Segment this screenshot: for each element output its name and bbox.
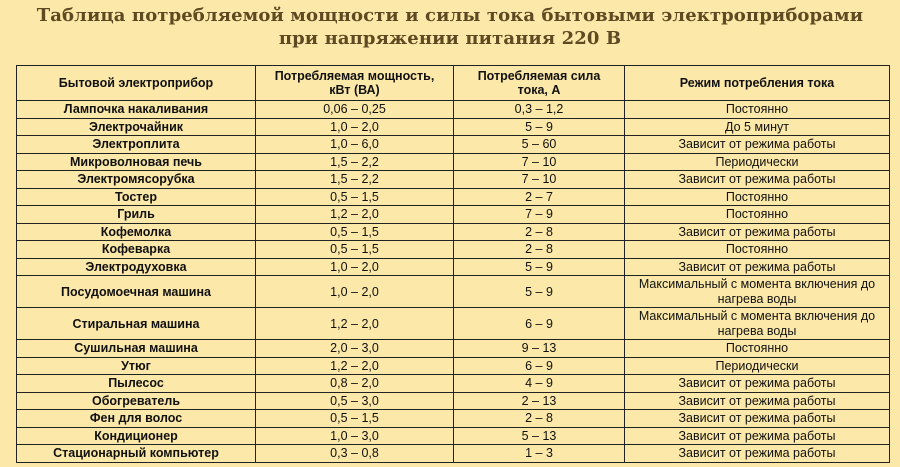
table-body: [17, 101, 890, 463]
cell-device: Микроволновая печь: [17, 153, 256, 171]
cell-current: 9 – 13: [454, 340, 625, 358]
cell-current: 7 – 10: [454, 171, 625, 189]
cell-mode: Зависит от режима работы: [625, 427, 890, 445]
cell-current: 6 – 9: [454, 308, 625, 340]
table-row: [17, 340, 890, 358]
cell-power: 1,5 – 2,2: [256, 171, 454, 189]
cell-device: Электрочайник: [17, 118, 256, 136]
cell-mode: Постоянно: [625, 340, 890, 358]
title-line-2: при напряжении питания 220 В: [278, 28, 622, 49]
cell-power: 1,2 – 2,0: [256, 357, 454, 375]
page-title: [0, 4, 900, 50]
cell-power: 0,5 – 1,5: [256, 410, 454, 428]
table-row: [17, 392, 890, 410]
table-header-row: [17, 66, 890, 101]
cell-mode: Зависит от режима работы: [625, 171, 890, 189]
title-line-1: Таблица потребляемой мощности и силы тока бытовыми электроприборами: [36, 5, 864, 26]
cell-power: 1,0 – 6,0: [256, 136, 454, 154]
header-power-line-1: Потребляемая мощность,: [274, 69, 435, 83]
table-row: [17, 136, 890, 154]
cell-current: 5 – 9: [454, 258, 625, 276]
table-row: [17, 118, 890, 136]
cell-mode: Постоянно: [625, 101, 890, 119]
cell-power: 1,2 – 2,0: [256, 206, 454, 224]
cell-device: Кофеварка: [17, 241, 256, 259]
cell-mode: Постоянно: [625, 188, 890, 206]
power-current-table: [16, 65, 890, 463]
cell-power: 1,2 – 2,0: [256, 308, 454, 340]
table-row: [17, 241, 890, 259]
cell-mode: Зависит от режима работы: [625, 375, 890, 393]
cell-current: 5 – 9: [454, 276, 625, 308]
header-current: [454, 66, 625, 101]
table-row: [17, 357, 890, 375]
cell-mode: Максимальный с момента включения до нагрева воды: [625, 308, 890, 340]
table-row: [17, 276, 890, 308]
cell-power: 0,5 – 3,0: [256, 392, 454, 410]
cell-device: Электромясорубка: [17, 171, 256, 189]
header-current-line-1: Потребляемая сила: [477, 69, 601, 83]
table-row: [17, 153, 890, 171]
table-row: [17, 101, 890, 119]
cell-device: Лампочка накаливания: [17, 101, 256, 119]
table-row: [17, 206, 890, 224]
cell-mode: Зависит от режима работы: [625, 258, 890, 276]
cell-current: 2 – 8: [454, 241, 625, 259]
cell-device: Тостер: [17, 188, 256, 206]
cell-device: Пылесос: [17, 375, 256, 393]
cell-current: 1 – 3: [454, 445, 625, 463]
cell-current: 5 – 60: [454, 136, 625, 154]
cell-current: 7 – 9: [454, 206, 625, 224]
cell-mode: Максимальный с момента включения до нагрева воды: [625, 276, 890, 308]
cell-current: 7 – 10: [454, 153, 625, 171]
cell-power: 1,0 – 2,0: [256, 258, 454, 276]
cell-power: 0,06 – 0,25: [256, 101, 454, 119]
cell-current: 2 – 13: [454, 392, 625, 410]
cell-current: 5 – 13: [454, 427, 625, 445]
cell-device: Кондиционер: [17, 427, 256, 445]
table-row: [17, 427, 890, 445]
header-device: Бытовой электроприбор: [17, 66, 256, 101]
cell-current: 6 – 9: [454, 357, 625, 375]
cell-power: 0,5 – 1,5: [256, 223, 454, 241]
header-current-line-2: тока, А: [517, 83, 561, 97]
cell-device: Электроплита: [17, 136, 256, 154]
cell-power: 0,5 – 1,5: [256, 241, 454, 259]
header-power-line-2: кВт (ВА): [329, 83, 380, 97]
cell-current: 0,3 – 1,2: [454, 101, 625, 119]
cell-device: Фен для волос: [17, 410, 256, 428]
cell-power: 0,3 – 0,8: [256, 445, 454, 463]
cell-mode: Зависит от режима работы: [625, 445, 890, 463]
cell-power: 2,0 – 3,0: [256, 340, 454, 358]
cell-mode: Зависит от режима работы: [625, 392, 890, 410]
cell-mode: До 5 минут: [625, 118, 890, 136]
table-row: [17, 308, 890, 340]
cell-mode: Постоянно: [625, 206, 890, 224]
cell-device: Электродуховка: [17, 258, 256, 276]
cell-power: 0,8 – 2,0: [256, 375, 454, 393]
table-row: [17, 375, 890, 393]
header-power: [256, 66, 454, 101]
table-row: [17, 188, 890, 206]
cell-mode: Периодически: [625, 357, 890, 375]
cell-power: 0,5 – 1,5: [256, 188, 454, 206]
cell-current: 2 – 8: [454, 223, 625, 241]
cell-mode: Периодически: [625, 153, 890, 171]
cell-device: Кофемолка: [17, 223, 256, 241]
header-mode: Режим потребления тока: [625, 66, 890, 101]
cell-mode: Постоянно: [625, 241, 890, 259]
table-row: [17, 410, 890, 428]
cell-power: 1,0 – 3,0: [256, 427, 454, 445]
cell-mode: Зависит от режима работы: [625, 223, 890, 241]
cell-power: 1,5 – 2,2: [256, 153, 454, 171]
cell-mode: Зависит от режима работы: [625, 136, 890, 154]
table-row: [17, 223, 890, 241]
cell-device: Сушильная машина: [17, 340, 256, 358]
cell-device: Утюг: [17, 357, 256, 375]
cell-mode: Зависит от режима работы: [625, 410, 890, 428]
cell-device: Посудомоечная машина: [17, 276, 256, 308]
cell-current: 2 – 7: [454, 188, 625, 206]
cell-power: 1,0 – 2,0: [256, 118, 454, 136]
table-row: [17, 445, 890, 463]
cell-current: 2 – 8: [454, 410, 625, 428]
cell-power: 1,0 – 2,0: [256, 276, 454, 308]
table-row: [17, 258, 890, 276]
table-row: [17, 171, 890, 189]
cell-device: Стиральная машина: [17, 308, 256, 340]
cell-current: 5 – 9: [454, 118, 625, 136]
cell-device: Гриль: [17, 206, 256, 224]
cell-device: Стационарный компьютер: [17, 445, 256, 463]
cell-device: Обогреватель: [17, 392, 256, 410]
cell-current: 4 – 9: [454, 375, 625, 393]
